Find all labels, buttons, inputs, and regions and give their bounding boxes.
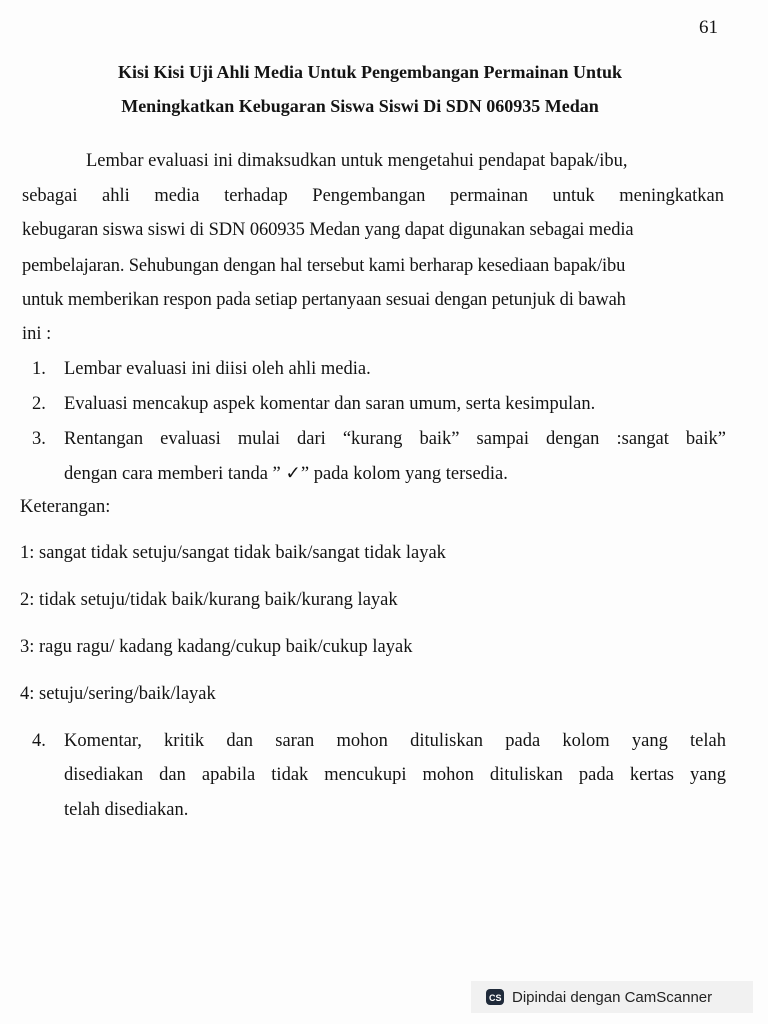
intro-line-3: kebugaran siswa siswi di SDN 060935 Medan yang dapat digunakan sebagai media [22, 220, 634, 240]
scale-item-2: 2: tidak setuju/tidak baik/kurang baik/kurang layak [20, 590, 398, 610]
document-title-line-1: Kisi Kisi Uji Ahli Media Untuk Pengembangan Permainan Untuk [117, 62, 623, 82]
camscanner-watermark [471, 981, 753, 1013]
camscanner-logo-glyph [488, 992, 502, 1003]
instruction-text-2: Evaluasi mencakup aspek komentar dan saran umum, serta kesimpulan. [64, 394, 596, 414]
scale-item-4: 4: setuju/sering/baik/layak [20, 684, 216, 704]
scale-item-1: 1: sangat tidak setuju/sangat tidak baik/sangat tidak layak [20, 543, 446, 563]
keterangan-label: Keterangan: [20, 497, 111, 517]
camscanner-logo-icon [486, 989, 504, 1005]
instruction-number-1: 1. [32, 359, 46, 379]
scale-item-3: 3: ragu ragu/ kadang kadang/cukup baik/cukup layak [20, 637, 413, 657]
instruction-text-4-line-3: telah disediakan. [64, 800, 189, 820]
intro-line-2: sebagai ahli media terhadap Pengembangan permainan untuk meningkatkan [22, 186, 724, 206]
instruction-text-1: Lembar evaluasi ini diisi oleh ahli media. [64, 359, 371, 379]
page-number: 61 [699, 17, 718, 38]
instruction-number-3: 3. [32, 429, 46, 449]
instruction-text-4-line-2: disediakan dan apabila tidak mencukupi mohon dituliskan pada kertas yang [64, 765, 726, 785]
camscanner-watermark-text: Dipindai dengan CamScanner [512, 988, 713, 1006]
svg-text:CS: CS [489, 992, 502, 1003]
document-title-line-2: Meningkatkan Kebugaran Siswa Siswi Di SDN 060935 Medan [121, 96, 599, 116]
instruction-number-4: 4. [32, 731, 46, 751]
intro-line-4: pembelajaran. Sehubungan dengan hal tersebut kami berharap kesediaan bapak/ibu [22, 256, 626, 276]
instruction-text-4-line-1: Komentar, kritik dan saran mohon dituliskan pada kolom yang telah [64, 731, 726, 751]
instruction-number-2: 2. [32, 394, 46, 414]
intro-line-6: ini : [22, 324, 52, 344]
intro-line-5: untuk memberikan respon pada setiap pertanyaan sesuai dengan petunjuk di bawah [22, 290, 626, 310]
intro-line-1: Lembar evaluasi ini dimaksudkan untuk mengetahui pendapat bapak/ibu, [86, 151, 628, 171]
instruction-text-3-line-2: dengan cara memberi tanda ” ✓” pada kolom yang tersedia. [64, 464, 508, 484]
instruction-text-3-line-1: Rentangan evaluasi mulai dari “kurang baik” sampai dengan :sangat baik” [64, 429, 726, 449]
